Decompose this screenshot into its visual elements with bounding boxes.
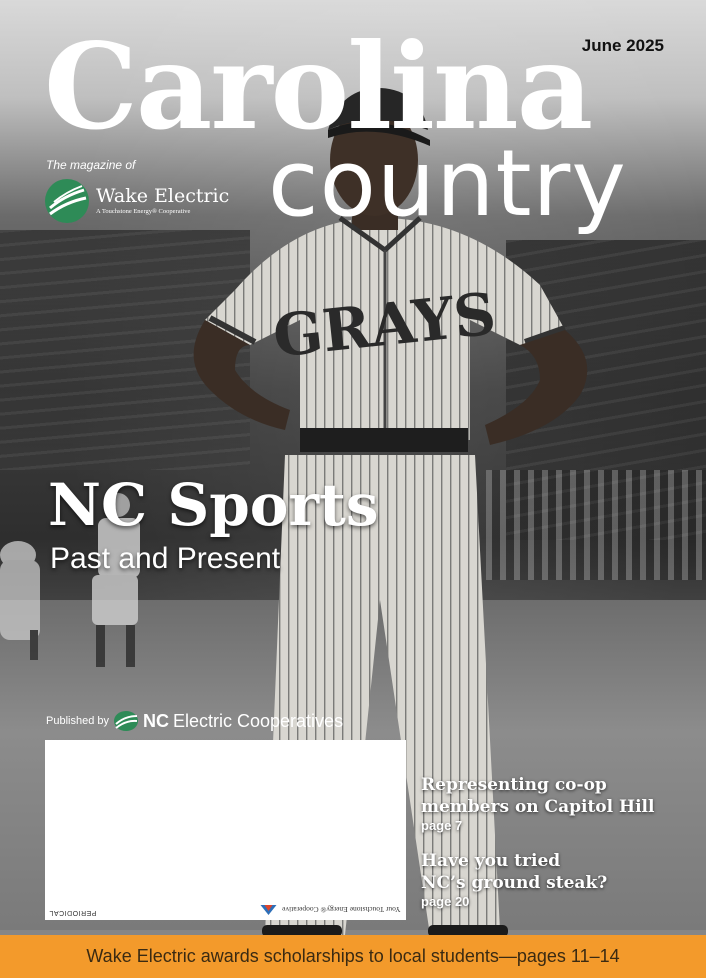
teaser-line: NC’s ground steak? <box>421 873 608 893</box>
coop-name: Wake Electric <box>96 185 230 207</box>
touchstone-mark <box>260 904 401 916</box>
teaser-page: page 20 <box>421 894 470 909</box>
touchstone-logo-icon <box>260 904 278 916</box>
magazine-of-label: The magazine of <box>46 158 136 172</box>
masthead-subtitle: country <box>268 130 627 237</box>
wake-electric-leaf-icon <box>44 178 90 224</box>
banner-text: Wake Electric awards scholarships to local students—pages 11–14 <box>86 946 620 966</box>
teaser-ground-steak[interactable] <box>421 850 607 910</box>
touchstone-text: Your Touchstone Energy® Cooperative <box>281 905 400 915</box>
bottom-banner[interactable] <box>0 935 706 978</box>
masthead-title: Carolina <box>44 17 592 156</box>
nc-coop-logo-icon <box>113 710 139 732</box>
teaser-line: Representing co-op <box>421 775 607 795</box>
teaser-line: members on Capitol Hill <box>421 797 655 817</box>
background-player-left <box>0 541 40 660</box>
jersey-lettering: GRAYS <box>269 279 499 371</box>
publisher-name: Electric Cooperatives <box>173 710 344 731</box>
cover-subhead: Past and Present <box>50 542 281 575</box>
coop-tagline: A Touchstone Energy® Cooperative <box>96 208 191 215</box>
publisher-nc: NC <box>143 710 169 731</box>
coop-logo <box>44 178 229 224</box>
periodical-mark: PERIODICAL <box>49 909 97 916</box>
teaser-capitol-hill[interactable] <box>421 774 654 834</box>
mailing-label-area <box>45 740 406 920</box>
published-by <box>46 710 343 732</box>
published-by-label: Published by <box>46 715 109 727</box>
cover-headline: NC Sports <box>48 471 379 539</box>
teaser-page: page 7 <box>421 818 463 833</box>
issue-date: June 2025 <box>581 36 664 55</box>
teaser-line: Have you tried <box>421 851 561 871</box>
